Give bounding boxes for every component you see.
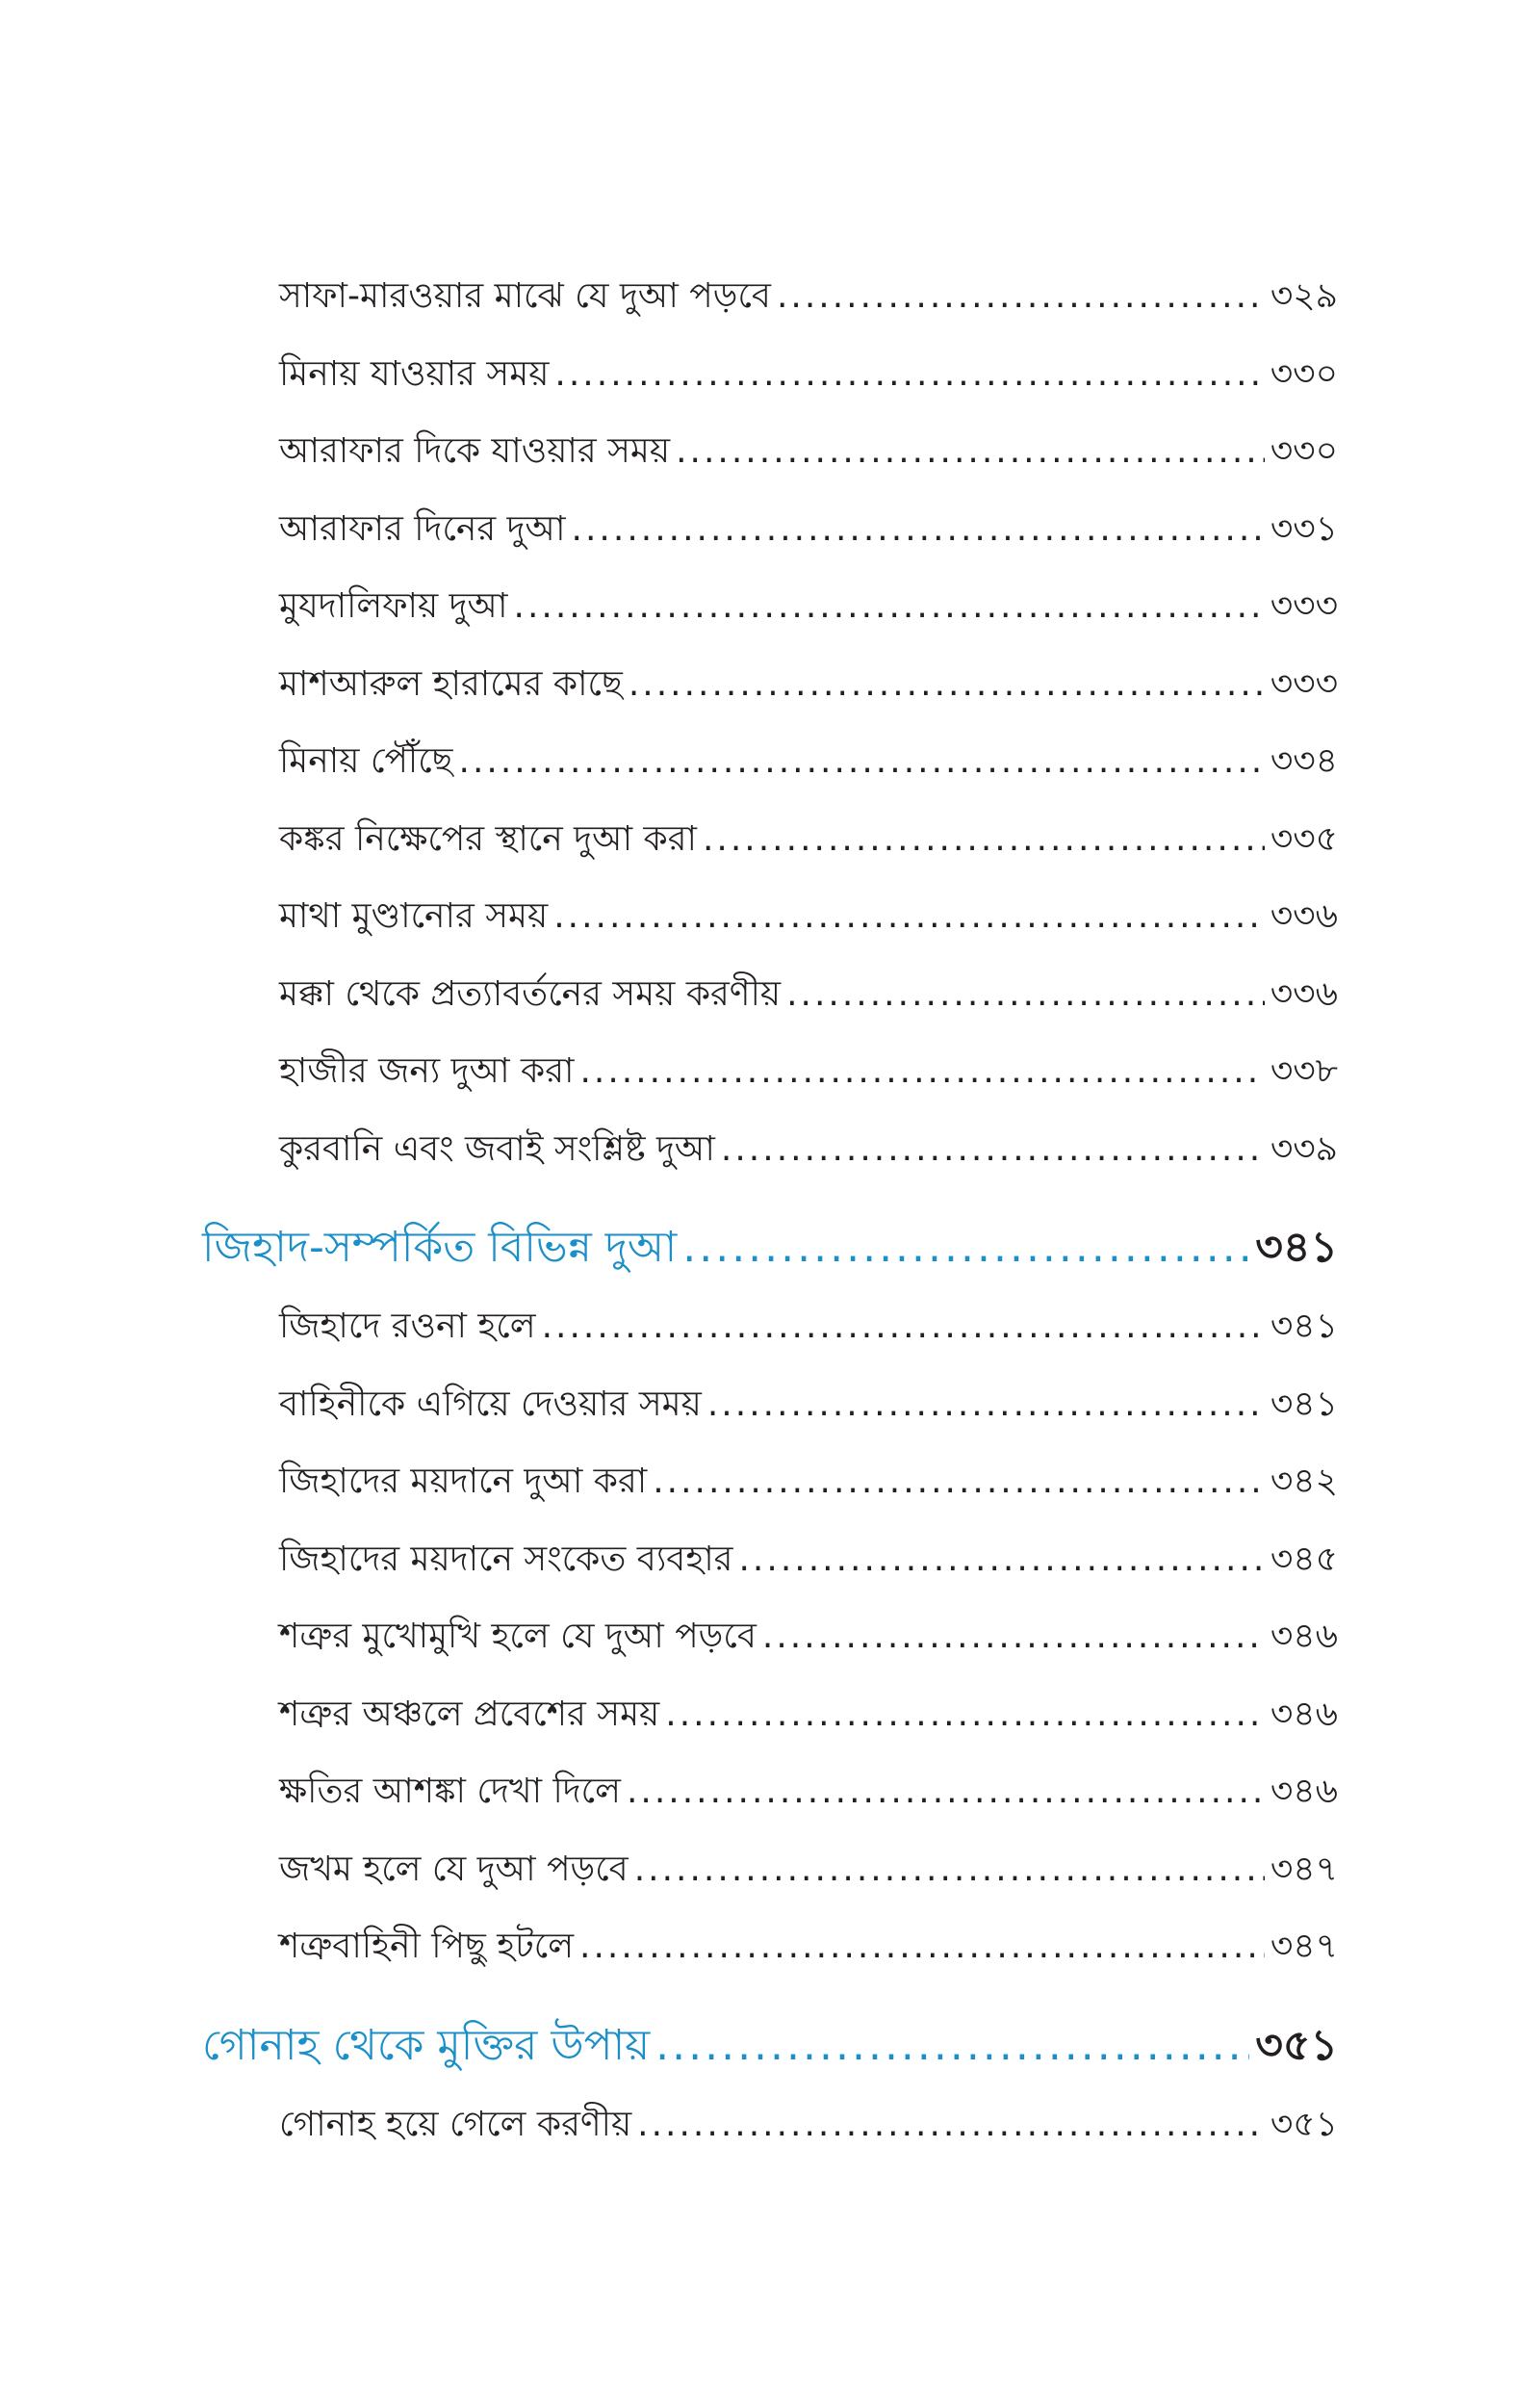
toc-entry-page: ৩৪১ [1270, 1384, 1338, 1424]
toc-entry-title: মাথা মুণ্ডানোর সময় [279, 896, 549, 936]
toc-entry-page: ৩৩১ [1270, 508, 1338, 549]
toc-entry-page: ৩৪৫ [1270, 1539, 1338, 1579]
dot-leader [653, 1443, 1265, 1520]
toc-entry[interactable] [279, 336, 1338, 414]
toc-entry[interactable] [279, 568, 1338, 646]
toc-entry-page: ৩৩৪ [1270, 741, 1338, 781]
toc-entry[interactable] [279, 1908, 1338, 1986]
toc-entry-title: হাজীর জন্য দুআ করা [279, 1051, 575, 1091]
dot-leader [682, 1207, 1249, 1288]
toc-entry-page: ৩৩৯ [1270, 1128, 1338, 1169]
toc-entry[interactable] [279, 1033, 1338, 1111]
toc-section-title: গোনাহ থেকে মুক্তির উপায় [202, 2020, 651, 2070]
dot-leader [572, 491, 1265, 568]
toc-entry[interactable] [279, 1111, 1338, 1189]
toc-entry-page: ৩৪৬ [1270, 1772, 1338, 1811]
toc-entry-page: ৩৩৩ [1270, 663, 1338, 704]
dot-leader [665, 1676, 1265, 1753]
toc-entry-page: ৩৪৭ [1270, 1849, 1338, 1889]
dot-leader [542, 1288, 1265, 1365]
toc-entry-title: শত্রুর অঞ্চলে প্রবেশের সময় [279, 1694, 660, 1734]
dot-leader [738, 1521, 1264, 1598]
toc-entry-title: জিহাদে রওনা হলে [279, 1307, 536, 1346]
toc-entry[interactable] [279, 1366, 1338, 1444]
toc-entry-page: ৩৩৩ [1270, 586, 1338, 626]
toc-entry-title: কঙ্কর নিক্ষেপের স্থানে দুআ করা [279, 818, 697, 859]
toc-entry-title: শত্রুবাহিনী পিছু হটলে [279, 1927, 575, 1966]
dot-leader [627, 1753, 1265, 1830]
dot-leader [762, 1598, 1265, 1675]
toc-entry[interactable] [279, 723, 1338, 801]
toc-entry-page: ৩৩৬ [1270, 973, 1338, 1014]
toc-entry-title: মক্কা থেকে প্রত্যাবর্তনের সময় করণীয় [279, 973, 782, 1014]
dot-leader [703, 801, 1265, 878]
toc-entry-page: ৩৩৮ [1270, 1051, 1338, 1091]
dot-leader [676, 413, 1265, 490]
toc-entry-title: সাফা-মারওয়ার মাঝে যে দুআ পড়বে [279, 276, 771, 316]
toc-entry-page: ৩৪৭ [1270, 1927, 1338, 1966]
spacer [202, 1986, 1338, 2006]
toc-entry[interactable] [279, 956, 1338, 1034]
toc-entry[interactable] [279, 258, 1338, 336]
table-of-contents [202, 258, 1338, 2163]
toc-entry-page: ৩৪১ [1270, 1307, 1338, 1346]
toc-entry-page: ৩৪৬ [1270, 1617, 1338, 1656]
spacer [202, 1188, 1338, 1207]
toc-entry-title: ক্ষতির আশঙ্কা দেখা দিলে [279, 1772, 621, 1811]
toc-entry-title: মাশআরুল হারামের কাছে [279, 663, 623, 704]
toc-entry[interactable] [279, 2086, 1338, 2164]
dot-leader [579, 1033, 1264, 1110]
toc-entry-page: ৩৩০ [1270, 431, 1338, 471]
dot-leader [553, 878, 1265, 955]
toc-section-sin[interactable] [202, 2006, 1338, 2086]
toc-entry[interactable] [279, 1831, 1338, 1909]
toc-entry[interactable] [279, 1598, 1338, 1676]
toc-entry[interactable] [279, 878, 1338, 956]
toc-entry[interactable] [279, 413, 1338, 491]
dot-leader [579, 1908, 1265, 1985]
dot-leader [629, 646, 1265, 723]
toc-entry-title: আরাফার দিনের দুআ [279, 508, 566, 549]
toc-entry[interactable] [279, 801, 1338, 879]
toc-entry-title: বাহিনীকে এগিয়ে দেওয়ার সময় [279, 1384, 702, 1424]
toc-entry-page: ৩৩৬ [1270, 896, 1338, 936]
toc-entry-title: জিহাদের ময়দানে দুআ করা [279, 1462, 648, 1501]
toc-entry-page: ৩২৯ [1270, 276, 1338, 316]
toc-entry[interactable] [279, 646, 1338, 724]
dot-leader [637, 2086, 1265, 2163]
toc-entry[interactable] [279, 491, 1338, 569]
toc-entry-title: গোনাহ হয়ে গেলে করণীয় [279, 2104, 632, 2144]
toc-section-page: ৩৪১ [1255, 1223, 1338, 1272]
dot-leader [655, 2006, 1249, 2086]
toc-entry-title: জিহাদের ময়দানে সংকেত ব্যবহার [279, 1539, 733, 1579]
dot-leader [786, 956, 1265, 1033]
toc-entry-page: ৩৪২ [1270, 1462, 1338, 1501]
dot-leader [634, 1831, 1265, 1908]
toc-entry[interactable] [279, 1521, 1338, 1599]
toc-entry[interactable] [279, 1676, 1338, 1754]
toc-entry-title: আরাফার দিকে যাওয়ার সময় [279, 431, 671, 471]
toc-entry-title: জখম হলে যে দুআ পড়বে [279, 1849, 629, 1889]
dot-leader [707, 1366, 1265, 1443]
toc-entry-title: মিনায় পৌঁছে [279, 741, 453, 781]
dot-leader [554, 336, 1264, 413]
toc-section-page: ৩৫১ [1255, 2020, 1338, 2070]
toc-entry[interactable] [279, 1443, 1338, 1521]
toc-entry-page: ৩৩৫ [1270, 818, 1338, 859]
toc-entry-page: ৩৪৬ [1270, 1694, 1338, 1734]
dot-leader [459, 723, 1265, 800]
toc-entry[interactable] [279, 1288, 1338, 1366]
toc-entry-page: ৩৩০ [1270, 353, 1338, 394]
toc-entry[interactable] [279, 1753, 1338, 1831]
dot-leader [514, 568, 1265, 645]
toc-section-title: জিহাদ-সম্পর্কিত বিভিন্ন দুআ [202, 1223, 678, 1272]
toc-entry-title: শত্রুর মুখোমুখি হলে যে দুআ পড়বে [279, 1617, 757, 1656]
toc-entry-title: মিনায় যাওয়ার সময় [279, 353, 550, 394]
toc-entry-title: কুরবানি এবং জবাই সংশ্লিষ্ট দুআ [279, 1128, 715, 1169]
toc-section-jihad[interactable] [202, 1207, 1338, 1288]
dot-leader [777, 258, 1265, 335]
toc-entry-title: মুযদালিফায় দুআ [279, 586, 508, 626]
dot-leader [721, 1111, 1265, 1188]
toc-entry-page: ৩৫১ [1270, 2104, 1338, 2144]
